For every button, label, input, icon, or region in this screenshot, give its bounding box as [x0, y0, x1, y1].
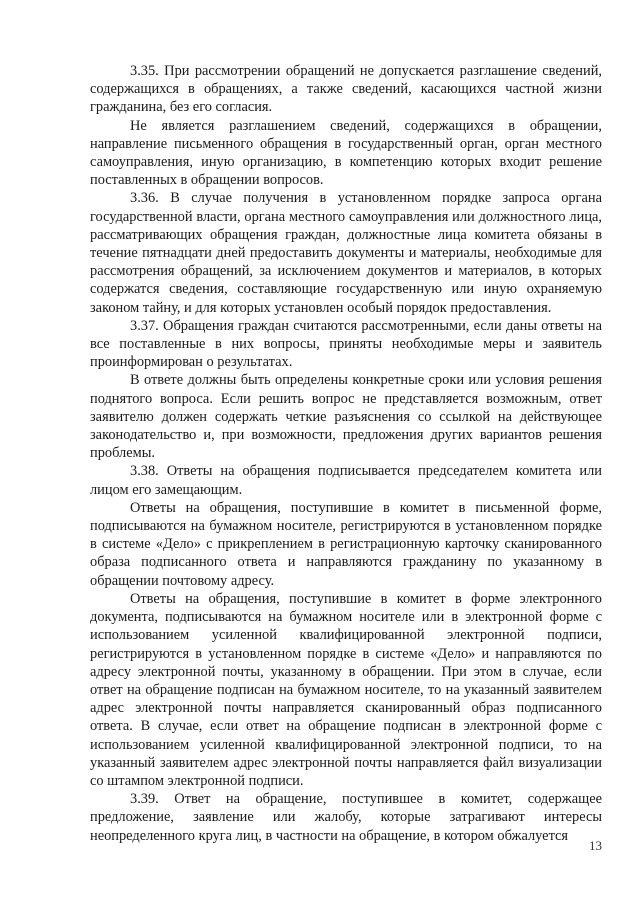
paragraph-3-39: 3.39. Ответ на обращение, поступившее в комитет, содержащее предложение, заявление или жалобу, которые затрагивают интересы неопределенного круга лиц, в частности на обращение, в котором обжалуется	[90, 791, 602, 844]
paragraph-3-37: 3.37. Обращения граждан считаются рассмотренными, если даны ответы на все поставленные в них вопросы, приняты необходимые меры и заявитель проинформирован о результатах.	[90, 317, 602, 371]
paragraph-disclosure-exception: Не является разглашением сведений, содержащихся в обращении, направление письменного обращения в государственный орган, орган местного самоуправления, иную организацию, в компетенцию которых входит решение поставленных в обращении вопросов.	[90, 117, 602, 189]
paragraph-3-35: 3.35. При рассмотрении обращений не допускается разглашение сведений, содержащихся в обращениях, а также сведений, касающихся частной жизни гражданина, без его согласия.	[90, 63, 602, 116]
paragraph-3-38: 3.38. Ответы на обращения подписывается председателем комитета или лицом его замещающим.	[90, 463, 602, 498]
page-number: 13	[589, 838, 602, 853]
document-body	[90, 62, 602, 845]
paragraph-written-answers: Ответы на обращения, поступившие в комитет в письменной форме, подписываются на бумажном носителе, регистрируются в установленном порядке в системе «Дело» с прикреплением в регистрационную карточку сканированного образа подписанного ответа и направляются гражданину по указанному в обращении почтовому адресу.	[90, 499, 602, 589]
paragraph-3-36: 3.36. В случае получения в установленном порядке запроса органа государственной власти, органа местного самоуправления или должностного лица, рассматривающих обращения граждан, должностные лица комитета обязаны в течение пятнадцати дней предоставить документы и материалы, необходимые для рассмотрения обращений, за исключением документов и материалов, в которых содержатся сведения, составляющие государственную или иную охраняемую законом тайну, и для которых установлен особый порядок предоставления.	[90, 190, 602, 316]
paragraph-electronic-answers: Ответы на обращения, поступившие в комитет в форме электронного документа, подписываются на бумажном носителе или в электронной форме с использованием усиленной квалифицированной электронной подписи, регистрируются в установленном порядке в системе «Дело» и направляются по адресу электронной почты, указанному в обращении. При этом в случае, если ответ на обращение подписан на бумажном носителе, то на указанный заявителем адрес электронной почты направляется сканированный образ подписанного ответа. В случае, если ответ на обращение подписан в электронной форме с использованием усиленной квалифицированной электронной подписи, то на указанный заявителем адрес электронной почты направляется файл визуализации со штампом электронной подписи.	[90, 590, 602, 789]
paragraph-answer-requirements: В ответе должны быть определены конкретные сроки или условия решения поднятого вопроса. Если решить вопрос не представляется возможным, ответ заявителю должен содержать четкие разъяснения со ссылкой на действующее законодательство и, при возможности, предложения других вариантов решения проблемы.	[90, 372, 602, 462]
